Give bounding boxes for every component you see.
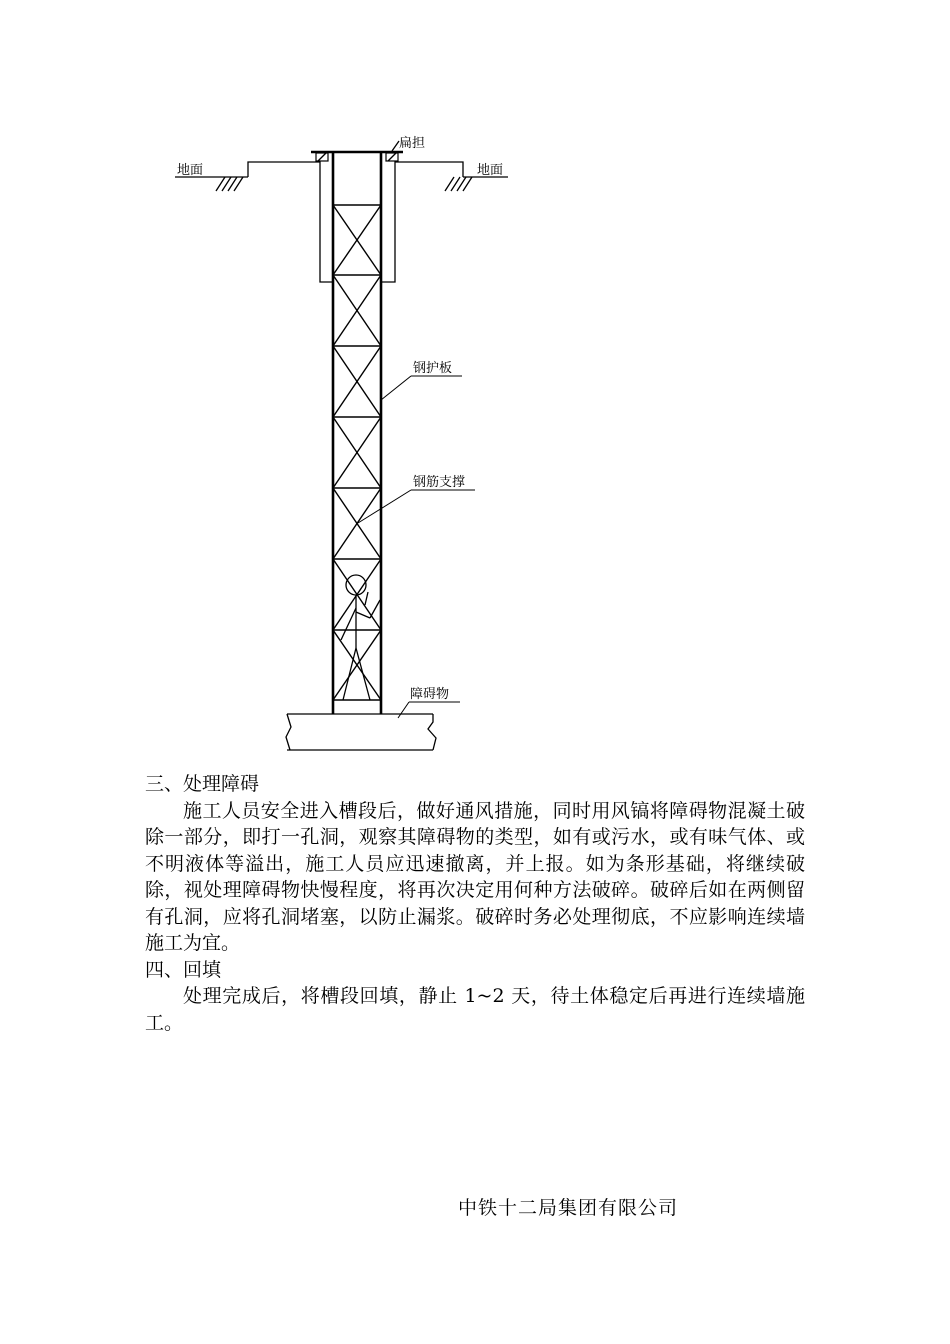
- label-steel-plate: 钢护板: [413, 361, 453, 376]
- section-paragraph: 施工人员安全进入槽段后，做好通风措施，同时用风镐将障碍物混凝土破除一部分，即打一孔洞，观察其障碍物的类型，如有或污水，或有味气体、或不明液体等溢出，施工人员应迅速撤离，并上报。如为条形基础，将继续破除，视处理障碍物快慢程度，将再次决定用何种方法破碎。破碎后如在两侧留有孔洞，应将孔洞堵塞，以防止漏浆。破碎时务必处理彻底，不应影响连续墙施工为宜。: [145, 799, 805, 954]
- label-shoulder-pole: 扁担: [399, 136, 426, 151]
- section-heading: 三、处理障碍: [145, 773, 260, 795]
- body-text: [145, 771, 805, 1036]
- label-ground-right: 地面: [477, 163, 504, 178]
- label-rebar-support: 钢筋支撑: [413, 475, 466, 490]
- soil-hatch-left-icon: [216, 177, 243, 191]
- worker-figure-icon: [341, 575, 380, 700]
- section-heading: 四、回填: [145, 958, 222, 981]
- label-ground-left: 地面: [177, 163, 204, 178]
- soil-hatch-right-icon: [445, 177, 472, 191]
- section-paragraph: 处理完成后，将槽段回填，静止 1~2 天，待土体稳定后再进行连续墙施工。: [145, 985, 805, 1034]
- obstacle-slab: [286, 714, 436, 750]
- company-name: 中铁十二局集团有限公司: [458, 1197, 679, 1219]
- label-obstacle: 障碍物: [410, 687, 450, 702]
